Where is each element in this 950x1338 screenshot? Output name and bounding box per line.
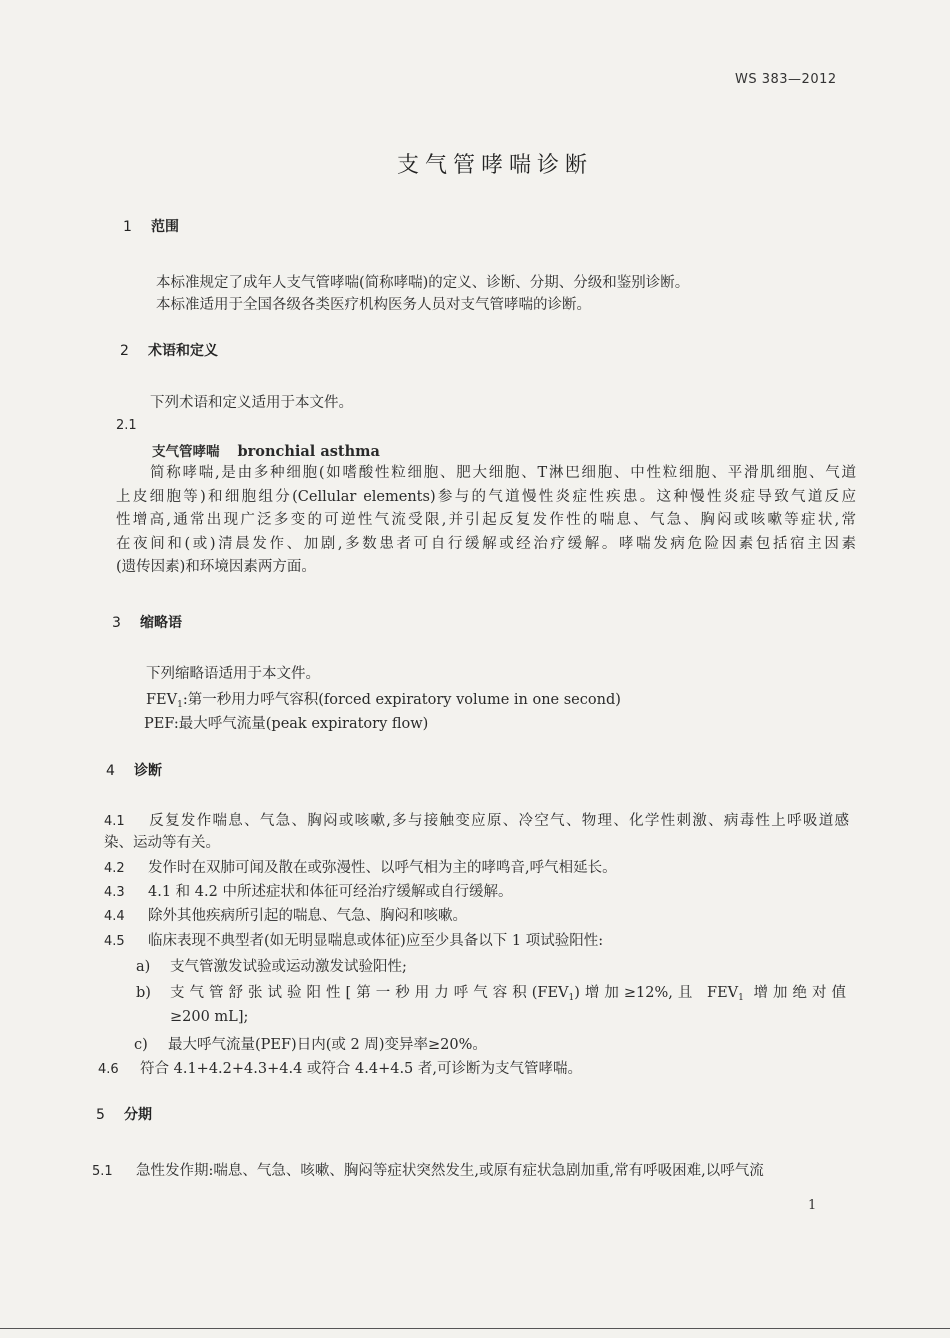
term-entry <box>152 440 380 464</box>
section-1-heading <box>123 216 179 236</box>
definition-line: 简称哮喘,是由多种细胞(如嗜酸性粒细胞、肥大细胞、T淋巴细胞、中性粒细胞、平滑肌细胞、气道 <box>150 465 856 481</box>
abbrev-intro: 下列缩略语适用于本文件。 <box>146 666 320 682</box>
clause-4-2: 4.2 发作时在双肺可闻及散在或弥漫性、以呼气相为主的哮鸣音,呼气相延长。 <box>104 860 617 876</box>
list-item-a: a) 支气管激发试验或运动激发试验阳性; <box>136 959 407 975</box>
clause-4-5: 4.5 临床表现不典型者(如无明显喘息或体征)应至少具备以下 1 项试验阳性: <box>104 933 604 949</box>
section-title: 缩略语 <box>140 615 182 631</box>
clause-4-3: 4.3 4.1 和 4.2 中所述症状和体征可经治疗缓解或自行缓解。 <box>104 884 513 900</box>
list-item-c: c) 最大呼气流量(PEF)日内(或 2 周)变异率≥20%。 <box>134 1037 487 1053</box>
section-number: 4 <box>106 763 115 779</box>
page-bottom-rule <box>0 1328 950 1329</box>
section-4-heading <box>106 760 162 780</box>
section-3-heading <box>112 612 182 632</box>
scope-line-2: 本标准适用于全国各级各类医疗机构医务人员对支气管哮喘的诊断。 <box>156 297 591 313</box>
document-title: 支气管哮喘诊断 <box>396 153 593 178</box>
section-5-heading <box>96 1104 152 1124</box>
section-number: 1 <box>123 219 132 235</box>
term-chinese: 支气管哮喘 <box>152 444 220 460</box>
page-number: 1 <box>808 1198 817 1213</box>
clause-5-1: 5.1 急性发作期:喘息、气急、咳嗽、胸闷等症状突然发生,或原有症状急剧加重,常有呼吸困难,以呼气流 <box>92 1163 764 1179</box>
terms-intro: 下列术语和定义适用于本文件。 <box>150 395 353 411</box>
section-2-heading <box>120 340 218 360</box>
section-number: 2 <box>120 343 129 359</box>
definition-line: (遗传因素)和环境因素两方面。 <box>116 559 316 575</box>
clause-4-1-cont: 染、运动等有关。 <box>104 835 220 851</box>
term-english: bronchial asthma <box>237 443 380 460</box>
section-title: 分期 <box>124 1107 152 1123</box>
section-title: 诊断 <box>134 763 162 779</box>
definition-paragraph <box>116 462 856 580</box>
section-title: 范围 <box>151 219 179 235</box>
list-item-b: b) 支气管舒张试验阳性[第一秒用力呼气容积$(FEV_1)$增加≥12%,且 $FEV_1$ 增加绝对值 <box>136 985 847 1003</box>
section-number: 3 <box>112 615 121 631</box>
abbrev-fev1: $FEV_1$:第一秒用力呼气容积(forced expiratory volume in one second) <box>146 692 621 710</box>
clause-4-1 <box>104 810 849 834</box>
definition-line: 上皮细胞等)和细胞组分(Cellular elements)参与的气道慢性炎症性疾患。这种慢性炎症导致气道反应 <box>116 488 856 505</box>
clause-4-4: 4.4 除外其他疾病所引起的喘息、气急、胸闷和咳嗽。 <box>104 908 467 924</box>
abbrev-pef: PEF:最大呼气流量(peak expiratory flow) <box>144 716 429 732</box>
standard-code: WS 383—2012 <box>735 72 837 87</box>
definition-line: 在夜间和(或)清晨发作、加剧,多数患者可自行缓解或经治疗缓解。哮喘发病危险因素包括宿主因素 <box>116 535 856 552</box>
clause-4-6: 4.6 符合 4.1+4.2+4.3+4.4 或符合 4.4+4.5 者,可诊断为支气管哮喘。 <box>98 1061 583 1077</box>
definition-line: 性增高,通常出现广泛多变的可逆性气流受限,并引起反复发作性的喘息、气急、胸闷或咳嗽等症状,常 <box>116 512 856 528</box>
section-number: 5 <box>96 1107 105 1123</box>
section-title: 术语和定义 <box>148 343 218 359</box>
list-item-b-cont: ≥200 mL]; <box>170 1009 249 1025</box>
scope-line-1: 本标准规定了成年人支气管哮喘(简称哮喘)的定义、诊断、分期、分级和鉴别诊断。 <box>156 275 690 291</box>
clause-2-1-number: 2.1 <box>116 418 137 433</box>
clause-line: 4.1 反复发作喘息、气急、胸闷或咳嗽,多与接触变应原、冷空气、物理、化学性刺激、病毒性上呼吸道感 <box>104 813 849 829</box>
